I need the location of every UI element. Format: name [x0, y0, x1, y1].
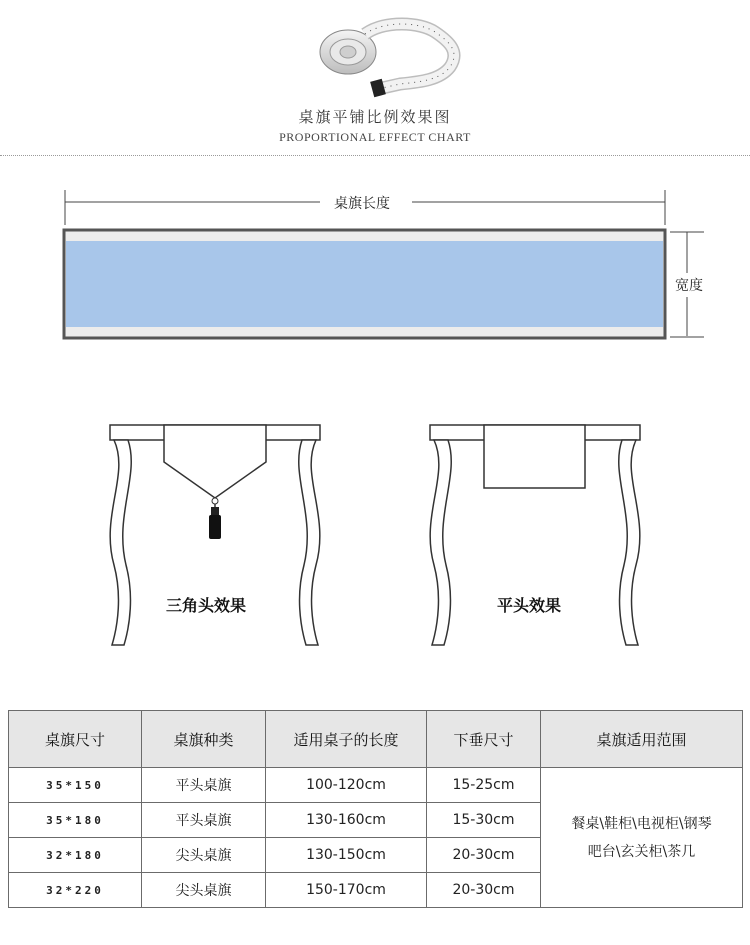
width-label: 宽度	[675, 278, 703, 294]
triangle-head-caption: 三角头效果	[166, 596, 247, 615]
column-header: 桌旗尺寸	[9, 711, 142, 768]
triangle-head-table-illustration	[100, 415, 340, 655]
type-cell: 尖头桌旗	[142, 873, 266, 908]
flat-head-table-illustration	[420, 415, 660, 655]
header-divider	[0, 155, 750, 156]
type-cell: 平头桌旗	[142, 768, 266, 803]
size-cell: 35*150	[9, 768, 142, 803]
page-title: 桌旗平铺比例效果图	[298, 108, 452, 126]
scope-line: 吧台\玄关柜\茶几	[587, 843, 696, 860]
drop-cell: 20-30cm	[427, 873, 541, 908]
table-length-cell: 150-170cm	[266, 873, 427, 908]
column-header: 桌旗种类	[142, 711, 266, 768]
size-cell: 35*180	[9, 803, 142, 838]
size-cell: 32*220	[9, 873, 142, 908]
flat-head-caption: 平头效果	[497, 596, 562, 615]
page-subtitle: PROPORTIONAL EFFECT CHART	[279, 130, 471, 144]
table-length-cell: 130-160cm	[266, 803, 427, 838]
drop-cell: 20-30cm	[427, 838, 541, 873]
scope-line: 餐桌\鞋柜\电视柜\钢琴	[571, 815, 712, 832]
column-header: 下垂尺寸	[427, 711, 541, 768]
length-label: 桌旗长度	[328, 193, 396, 213]
scope-cell	[541, 768, 743, 908]
type-cell: 尖头桌旗	[142, 838, 266, 873]
table-header-row	[9, 711, 743, 768]
drop-cell: 15-30cm	[427, 803, 541, 838]
spec-table	[8, 710, 743, 908]
size-cell: 32*180	[9, 838, 142, 873]
column-header: 桌旗适用范围	[541, 711, 743, 768]
tape-measure-icon	[310, 12, 480, 102]
drop-cell: 15-25cm	[427, 768, 541, 803]
table-row	[9, 768, 743, 803]
table-length-cell: 130-150cm	[266, 838, 427, 873]
table-length-cell: 100-120cm	[266, 768, 427, 803]
column-header: 适用桌子的长度	[266, 711, 427, 768]
table-runner	[66, 241, 663, 327]
type-cell: 平头桌旗	[142, 803, 266, 838]
